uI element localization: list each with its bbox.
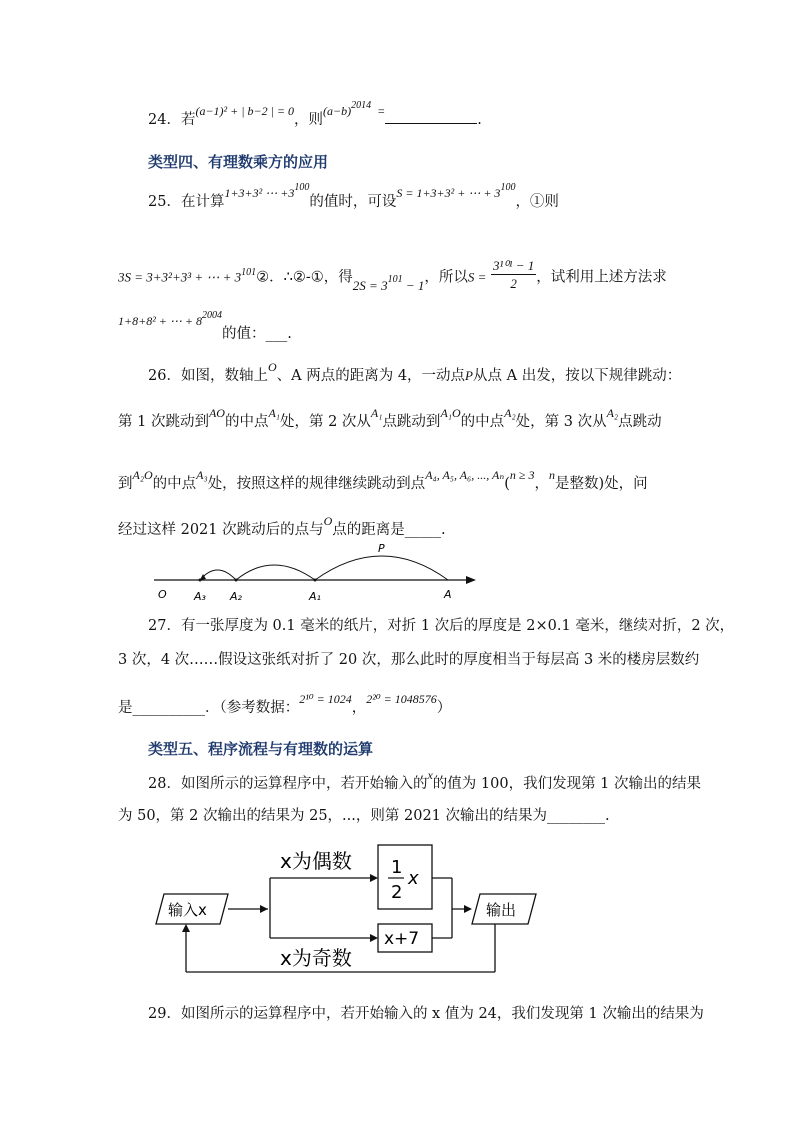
q26-point-o-2: O [323,514,333,528]
q25-8-sum-exponent: 2004 [202,310,222,321]
q26-text-1: 26．如图，数轴上 [148,368,268,384]
q27-comma: ， [351,700,367,716]
question-29-line-1: 29．如图所示的运算程序中，若开始输入的 x 值为 24，我们发现第 1 次输出的结果为 [148,1006,704,1022]
flowchart-figure [140,838,560,980]
arrow-input [260,905,268,913]
q26-point-a2: A₂ [504,406,516,420]
jump-arc-a1-to-a2 [236,565,315,580]
section-heading-5: 类型五、程序流程与有理数的运算 [148,740,374,758]
q24-expr2: (a−b) [323,104,352,118]
half-variable: x [408,868,419,889]
q26-text-10: 点跳动 [618,414,662,430]
q26-text-3: 从点 A 出发，按以下规律跳动： [473,368,682,384]
q26-point-a1: A₁ [268,406,280,420]
half-numerator: 1 [391,857,403,878]
output-label: 输出 [486,901,517,919]
arrow-even [370,874,378,882]
question-25-line-3 [118,310,800,342]
label-a: A [444,588,452,601]
q26-text-5: 的中点 [224,414,269,430]
q25-line3-end: 的值：___. [222,326,292,342]
q28-text-2: 的值为 100，我们发现第 1 次输出的结果 [432,776,702,792]
q24-answer-blank [385,123,477,124]
q27-text-1: 是__________．（参考数据： [118,700,300,716]
question-26-line-2 [118,406,800,431]
q25-sum-exponent: 100 [294,182,310,193]
q27-ref-1: 2¹⁰ = 1024 [299,692,352,706]
tick-a1 [314,579,317,582]
even-label: x为偶数 [280,849,352,873]
q26-paren: ( [504,476,510,492]
q26-text-9: 处，第 3 次从 [515,414,607,430]
tick-a3 [199,579,202,582]
label-a3: A₃ [194,590,206,603]
q28-text-1: 28．如图所示的运算程序中，若开始输入的 [148,776,428,792]
label-o: O [158,588,167,601]
q25-prefix: 25．在计算 [148,194,225,210]
q25-fraction-denominator: 2 [510,276,517,291]
question-28-line-2: 为 50，第 2 次输出的结果为 25，...，则第 2021 次输出的结果为________. [118,808,610,824]
q26-point-p: P [465,368,473,383]
q25-so: ，所以 [424,269,468,286]
q24-end: . [477,112,482,128]
q24-prefix: 24．若 [148,112,196,128]
q26-text-13: 处，按照这样的规律继续跳动到点 [207,476,426,492]
number-line-arrowhead [466,576,476,584]
question-25-line-2 [118,260,800,295]
label-a2: A₂ [230,590,242,603]
q26-point-a2-b: A₂ [606,406,619,420]
q26-point-a3: A₃ [196,468,208,482]
q26-segment-a2o: A₂O [132,468,153,482]
q26-text-6: 处，第 2 次从 [279,414,371,430]
question-27-line-2: 3 次，4 次……假设这张纸对折了 20 次，那么此时的厚度相当于每层高 3 米的楼房层数约 [118,652,700,668]
q25-fraction-numerator: 3¹⁰¹ − 1 [493,258,535,273]
question-26-line-1 [148,360,800,385]
q25-mid: 的值时，可设 [309,194,397,210]
q26-text-11: 到 [118,476,133,492]
q26-point-a1-b: A₁ [370,406,383,420]
q25-line2-end: ，试利用上述方法求 [536,269,667,286]
plus7-label: x+7 [384,929,420,949]
q25-3s-exponent: 101 [241,266,257,278]
label-p: P [378,542,385,555]
q25-line1-end: ，①则 [515,194,559,210]
q24-exponent: 2014 [351,100,372,111]
q26-segment-ao: AO [208,406,225,420]
q26-text-15: 经过这样 2021 次跳动后的点与 [118,522,324,538]
q26-segment-a1o: A₁O [440,406,461,420]
half-box [378,845,432,909]
tick-a2 [235,579,238,582]
question-25-line-1 [148,182,800,211]
q25-s-label: S = [467,269,487,285]
q26-text-12: 的中点 [152,476,197,492]
q26-condition: n ≥ 3 [509,468,535,482]
arrow-loop [182,924,190,932]
arrow-odd [370,934,378,942]
q26-text-14: 是整数)处，问 [555,476,648,492]
q26-text-8: 的中点 [460,414,505,430]
q25-2s-minus: − 1 [402,277,425,293]
q25-2s-expr: 2S = 3 [352,277,388,293]
label-a1: A₁ [309,590,321,603]
q25-s-expr: S = 1+3+3² + ⋯ + 3 [396,186,501,200]
section-heading-4: 类型四、有理数乘方的应用 [148,153,329,171]
question-27-line-1: 27．有一张厚度为 0.1 毫米的纸片，对折 1 次后的厚度是 2×0.1 毫米，继续对折，2 次， [148,618,735,634]
q25-8-sum-expr: 1+8+8² + ⋯ + 8 [118,314,202,328]
q26-n: n [549,468,556,482]
question-26-line-4 [118,514,800,539]
q25-sum-expr: 1+3+3² ⋯ +3 [224,186,295,200]
q24-eq: = [377,104,386,118]
question-27-line-3 [118,692,800,717]
q24-expr: (a−1)² + | b−2 | = 0 [195,104,295,118]
q28-x: x [427,768,433,782]
q26-text-2: 、A 两点的距离为 4，一动点 [276,368,466,384]
q27-close: ） [436,700,452,716]
q26-text-4: 第 1 次跳动到 [118,414,209,430]
q26-sequence: A₄, A₅, A₆, ..., Aₙ [425,468,505,482]
odd-label: x为奇数 [280,946,352,970]
q26-comma: ， [534,476,550,492]
q25-3s-expr: 3S = 3+3²+3³ + ⋯ + 3 [118,269,242,285]
input-label: 输入x [168,901,207,919]
question-24 [148,100,800,129]
jump-arc-a-to-a1 [315,556,448,580]
q27-ref-2: 2²⁰ = 1048576 [366,692,437,706]
q25-2s-exponent: 101 [387,273,403,285]
question-26-line-3 [118,468,800,493]
q26-text-16: 点的距离是_____. [332,522,446,538]
q24-mid: ，则 [294,112,324,128]
number-line-figure [150,538,480,604]
half-denominator: 2 [391,882,403,903]
q26-text-7: 点跳动到 [382,414,441,430]
question-28-line-1 [148,768,800,793]
q25-fraction [491,258,536,293]
arrow-output [464,905,472,913]
q26-point-o: O [267,360,277,374]
q25-s-exponent: 100 [500,182,516,193]
q25-therefore: ②．∴②-①，得 [256,269,353,286]
